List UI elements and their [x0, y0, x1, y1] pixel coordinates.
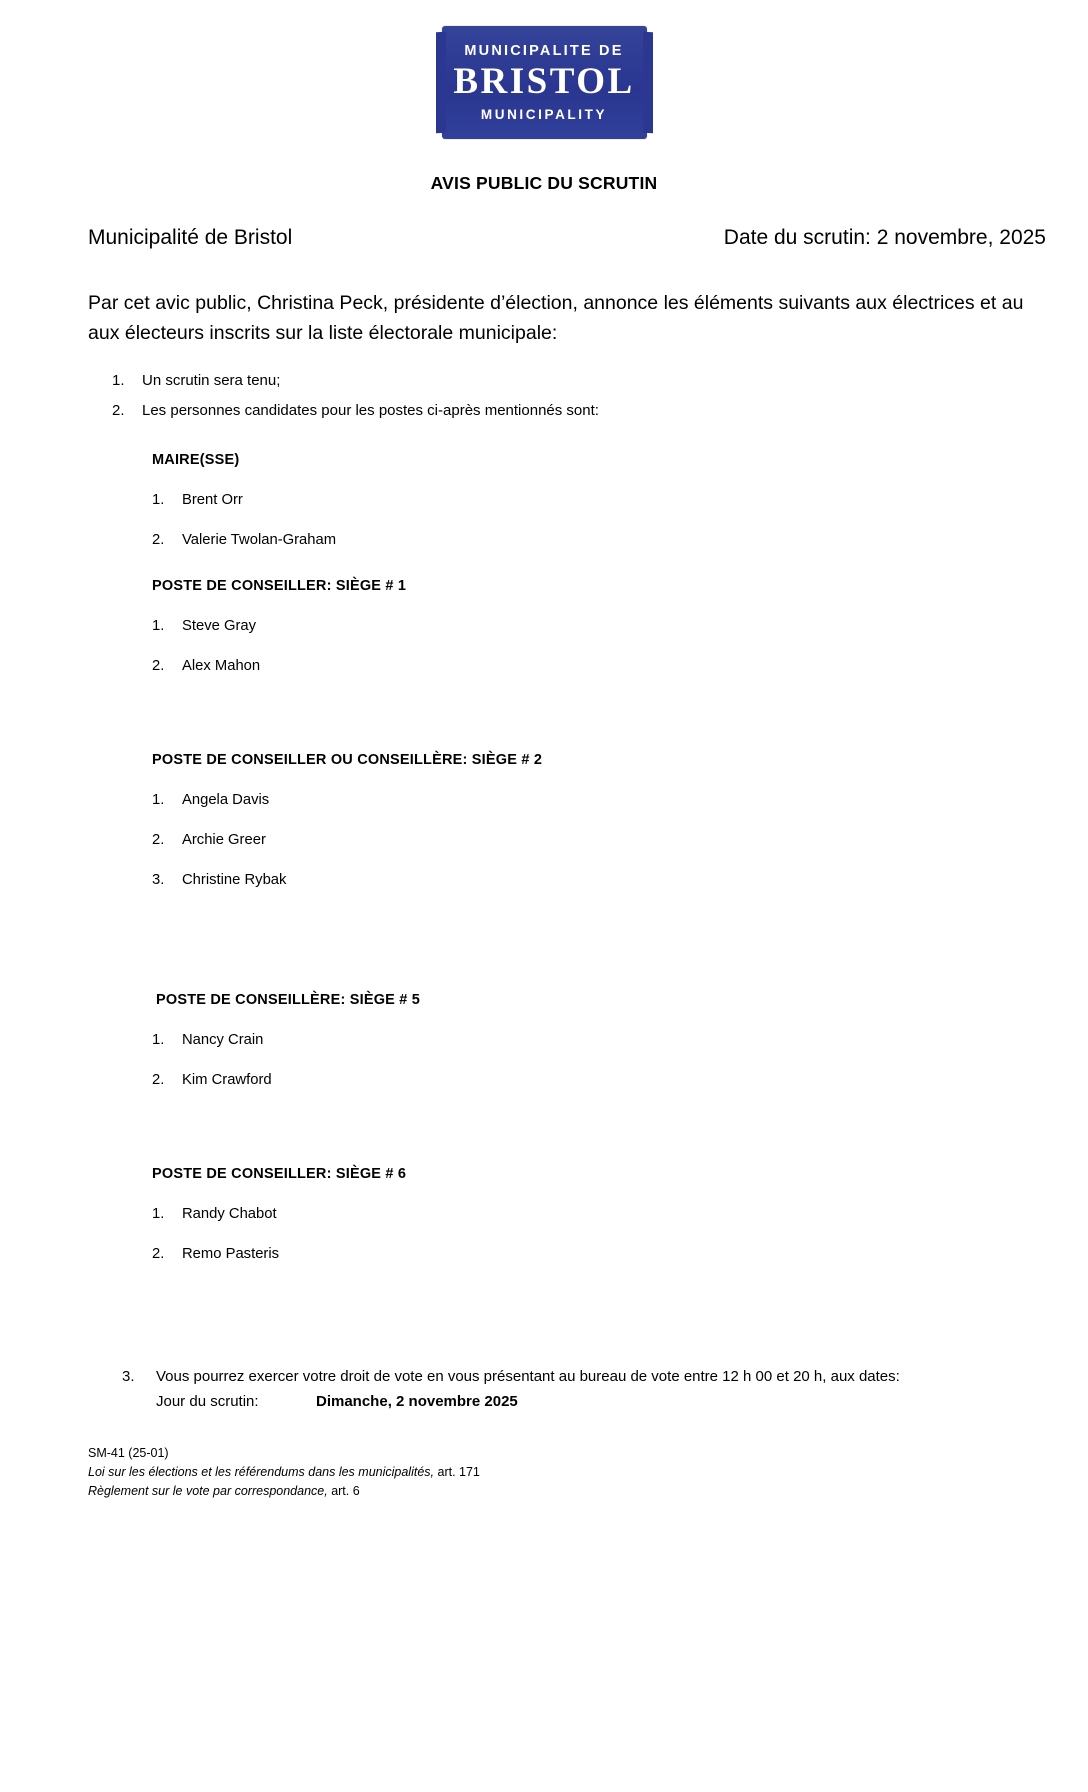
list-item	[112, 400, 1046, 423]
candidate-number: 1.	[152, 792, 165, 809]
list-item-text: Vous pourrez exercer votre droit de vote en vous présentant au bureau de vote entre 12 h 00 et 20 h, aux dates:	[156, 1368, 900, 1386]
candidate-name: Valerie Twolan-Graham	[182, 532, 337, 549]
legal-reference-2	[88, 1482, 1088, 1500]
election-date: Date du scrutin: 2 novembre, 2025	[723, 226, 1046, 249]
list-item-number: 3.	[122, 1368, 135, 1386]
document-footer	[88, 1444, 1088, 1500]
office-title: POSTE DE CONSEILLER: SIÈGE # 1	[152, 578, 407, 595]
section-spacer	[0, 1088, 1088, 1136]
legal-reference-2-article: art. 6	[327, 1484, 360, 1499]
candidate-list	[0, 492, 1088, 548]
voting-day-value: Dimanche, 2 novembre 2025	[316, 1392, 518, 1410]
section-spacer	[0, 674, 1088, 722]
list-item	[152, 1206, 1088, 1222]
list-item	[152, 792, 1088, 808]
form-code: SM-41 (25-01)	[88, 1445, 169, 1460]
section-spacer	[0, 1262, 1088, 1366]
bristol-crest-icon	[442, 26, 647, 139]
notice-items	[0, 370, 1088, 422]
office-block-mayor	[0, 452, 1088, 548]
candidate-list	[0, 792, 1088, 888]
voting-instructions	[122, 1366, 1058, 1389]
candidate-number: 3.	[152, 872, 165, 889]
office-block-seat-2	[0, 752, 1088, 888]
candidate-number: 1.	[152, 1032, 165, 1049]
voting-day-label: Jour du scrutin:	[156, 1392, 259, 1410]
candidate-list	[0, 1206, 1088, 1262]
page-title: AVIS PUBLIC DU SCRUTIN	[430, 173, 658, 193]
municipality-logo	[0, 26, 1088, 139]
list-item	[152, 1032, 1088, 1048]
list-item	[152, 1072, 1088, 1088]
list-item	[112, 370, 1046, 393]
candidate-name: Nancy Crain	[182, 1032, 264, 1049]
candidate-name: Alex Mahon	[182, 658, 261, 675]
candidate-list	[0, 1032, 1088, 1088]
voting-day-row	[156, 1393, 1088, 1410]
candidate-name: Archie Greer	[182, 832, 266, 849]
candidate-number: 2.	[152, 1246, 165, 1263]
list-item	[152, 532, 1088, 548]
office-block-seat-6	[0, 1166, 1088, 1262]
office-title: POSTE DE CONSEILLER: SIÈGE # 6	[152, 1166, 407, 1183]
candidate-number: 1.	[152, 492, 165, 509]
candidate-number: 1.	[152, 1206, 165, 1223]
office-title: POSTE DE CONSEILLÈRE: SIÈGE # 5	[156, 992, 421, 1009]
candidate-name: Steve Gray	[182, 618, 257, 635]
list-item	[152, 832, 1088, 848]
list-item-number: 2.	[112, 401, 125, 419]
candidate-name: Christine Rybak	[182, 872, 287, 889]
document-meta	[88, 226, 1046, 250]
candidate-name: Kim Crawford	[182, 1072, 272, 1089]
municipality-name: Municipalité de Bristol	[88, 226, 293, 249]
office-block-seat-5	[0, 992, 1088, 1088]
office-block-seat-1	[0, 578, 1088, 674]
candidate-number: 2.	[152, 1072, 165, 1089]
list-item	[152, 618, 1088, 634]
legal-reference-1	[88, 1463, 1088, 1481]
list-item	[152, 872, 1088, 888]
list-item	[152, 658, 1088, 674]
section-spacer	[0, 888, 1088, 962]
candidate-number: 2.	[152, 532, 165, 549]
list-item-text: Les personnes candidates pour les postes ci-après mentionnés sont:	[142, 401, 599, 419]
list-item	[152, 1246, 1088, 1262]
logo-bottom-text: MUNICIPALITY	[480, 106, 608, 122]
candidate-name: Angela Davis	[182, 792, 270, 809]
candidate-name: Brent Orr	[182, 492, 243, 509]
candidate-number: 2.	[152, 658, 165, 675]
logo-top-text: MUNICIPALITE DE	[464, 43, 624, 60]
candidate-number: 2.	[152, 832, 165, 849]
legal-reference-1-title: Loi sur les élections et les référendums dans les municipalités,	[88, 1465, 435, 1480]
list-item	[152, 492, 1088, 508]
legal-reference-1-article: art. 171	[434, 1465, 480, 1480]
candidate-name: Remo Pasteris	[182, 1246, 280, 1263]
office-title: POSTE DE CONSEILLER OU CONSEILLÈRE: SIÈGE # 2	[152, 752, 543, 769]
list-item-text: Un scrutin sera tenu;	[142, 372, 281, 390]
intro-paragraph: Par cet avic public, Christina Peck, présidente d’élection, annonce les éléments suivants aux électrices et au aux électeurs inscrits sur la liste électorale municipale:	[88, 292, 1024, 345]
logo-main-text: BRISTOL	[453, 61, 635, 103]
office-title: MAIRE(SSE)	[152, 452, 240, 469]
candidate-list	[0, 618, 1088, 674]
legal-reference-2-title: Règlement sur le vote par correspondance,	[88, 1484, 328, 1499]
list-item-number: 1.	[112, 372, 125, 390]
candidate-number: 1.	[152, 618, 165, 635]
candidate-name: Randy Chabot	[182, 1206, 277, 1223]
